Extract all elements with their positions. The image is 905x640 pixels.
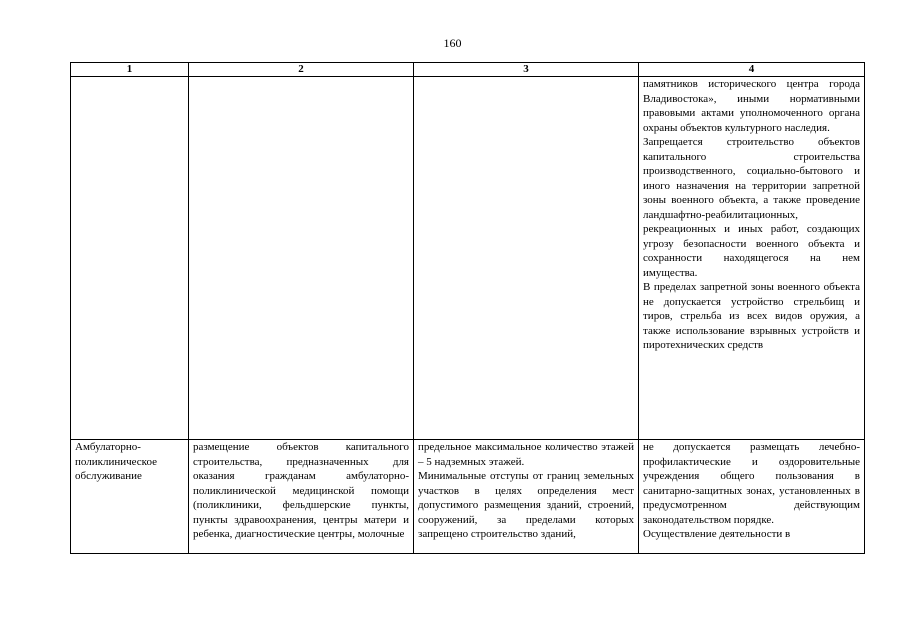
header-col-1: 1 [71,63,189,77]
cell-land-use-type: Амбулаторно-поликлиническое обслуживание [71,440,189,554]
parameter-paragraph: предельное максимальное количество этажей – 5 надземных этажей. [418,441,634,468]
cell-empty-col1 [71,77,189,440]
header-col-4: 4 [639,63,865,77]
restriction-paragraph: Осуществление деятельности в [643,528,791,540]
restriction-paragraph: не допускается размещать лечебно-профилактические и оздоровительные учреждения общего пользования в санитарно-защитных зонах, установленных в предусмотренном действующим законодательством порядке. [643,441,860,526]
cell-restrictions [639,440,865,554]
zoning-regulations-table [70,62,865,554]
parameter-paragraph: Минимальные отступы от границ земельных участков в целях определения мест допустимого размещения зданий, строений, сооружений, за пределами которых запрещено строительство зданий, [418,470,634,540]
header-col-3: 3 [414,63,639,77]
restriction-paragraph: Запрещается строительство объектов капитального строительства производственного, социально-бытового и иного назначения на территории запретной зоны военного объекта, а также проведение ландшафтно-реабилитационных, рекреационных и иных работ, создающих угрозу безопасности военного объекта и сохранности находящегося на нем имущества. [643,136,860,279]
cell-empty-col2 [189,77,414,440]
cell-parameters [414,440,639,554]
header-col-2: 2 [189,63,414,77]
cell-use-description: размещение объектов капитального строительства, предназначенных для оказания гражданам амбулаторно-поликлинической медицинской помощи (поликлиники, фельдшерские пункты, пункты здравоохранения, центры матери и ребенка, диагностические центры, молочные [189,440,414,554]
table-row-ambulatory [71,440,865,554]
table-header-row [71,63,865,77]
restriction-paragraph: памятников исторического центра города Владивостока», иными нормативными правовыми актами уполномоченного органа охраны объектов культурного наследия. [643,78,860,134]
restriction-paragraph: В пределах запретной зоны военного объекта не допускается устройство стрельбищ и тиров, стрельба из всех видов оружия, а также использование взрывных устройств и пиротехнических средств [643,281,860,351]
table-row-continuation [71,77,865,440]
cell-empty-col3 [414,77,639,440]
cell-restrictions-continued [639,77,865,440]
page-number: 160 [443,36,462,50]
